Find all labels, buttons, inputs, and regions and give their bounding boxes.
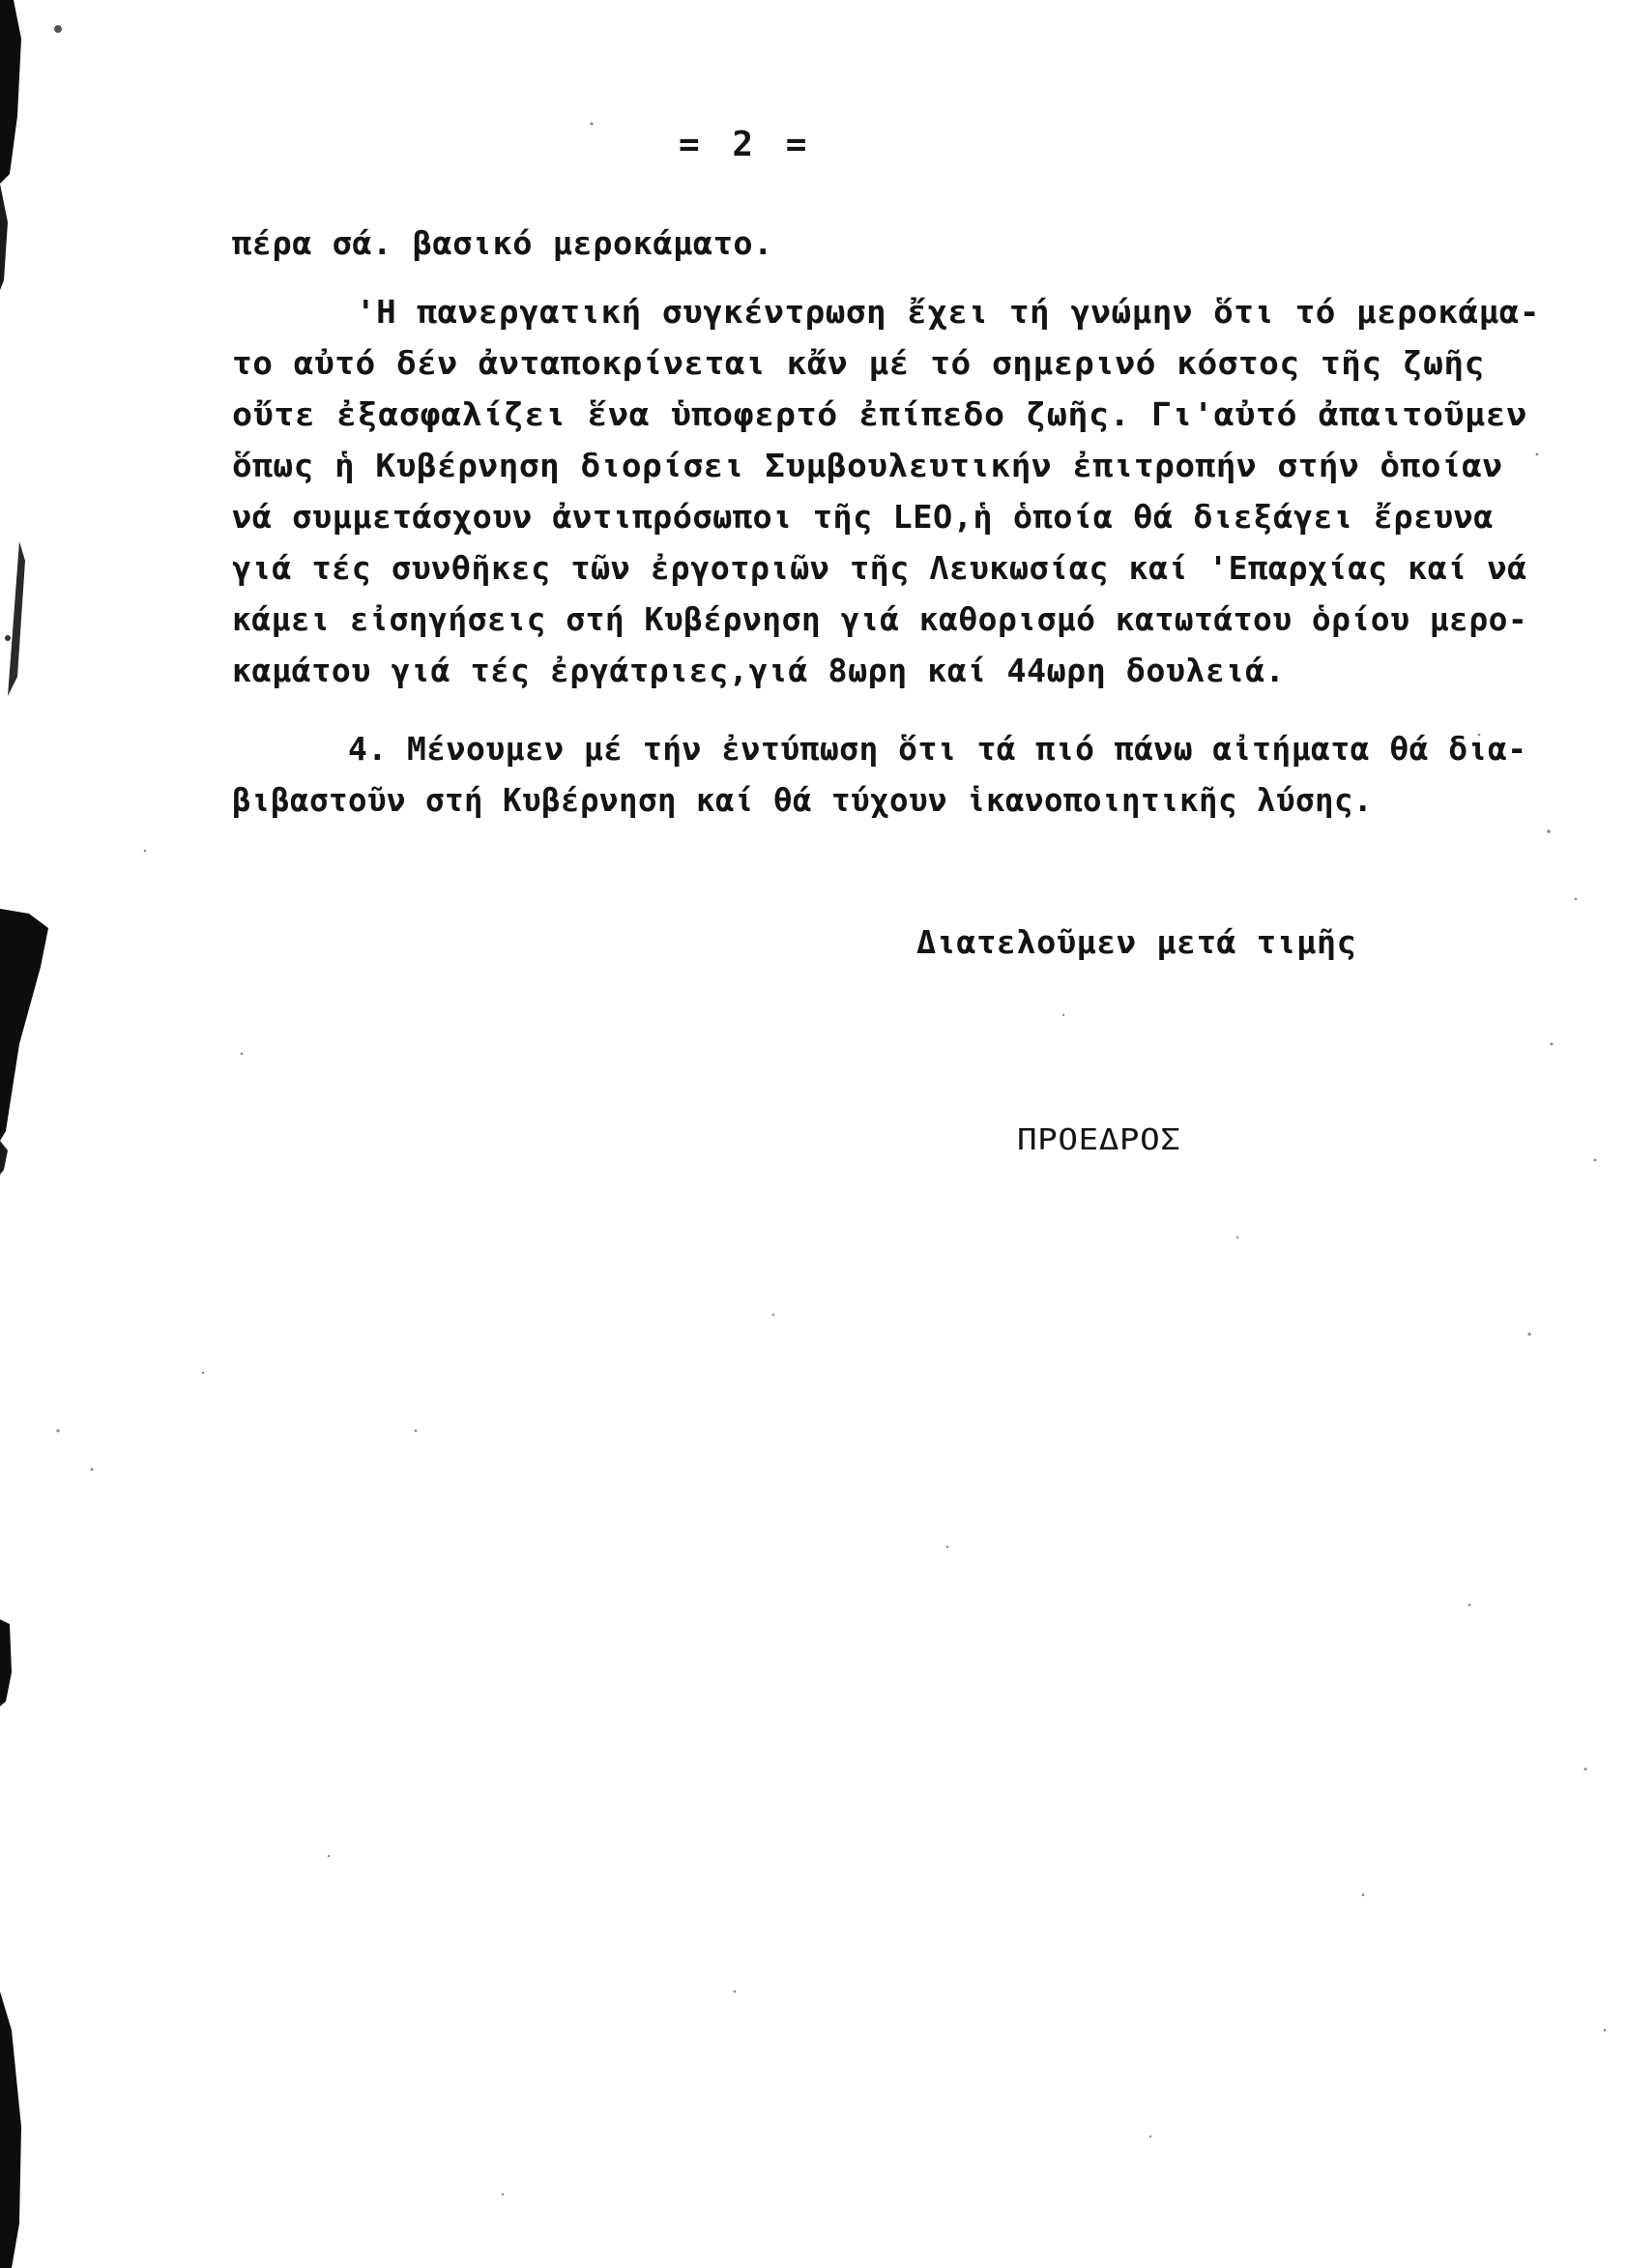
binding-mark-top xyxy=(0,0,21,184)
binding-mark-bottom xyxy=(0,1619,12,1706)
signature-title: ΠΡΟΕΔΡΟΣ xyxy=(1017,1123,1181,1157)
page-number: = 2 = xyxy=(679,125,813,164)
text-line-4: οὔτε ἐξασφαλίζει ἕνα ὑποφερτό ἐπίπεδο ζωῆς. Γι'αὐτό ἀπαιτοῦμεν xyxy=(232,395,1527,433)
text-line-1: πέρα σά. βασικό μεροκάματο. xyxy=(232,224,773,262)
dust-speckles xyxy=(56,122,1606,2195)
text-line-2: 'Η πανεργατική συγκέντρωση ἔχει τή γνώμην ὅτι τό μεροκάμα- xyxy=(356,293,1541,331)
binding-mark-hole xyxy=(0,909,48,1141)
text-line-9: καμάτου γιά τές ἐργάτριες,γιά 8ωρη καί 44ωρη δουλειά. xyxy=(232,652,1286,689)
text-line-6: νά συμμετάσχουν ἀντιπρόσωποι τῆς LEO,ἡ ὁποία θά διεξάγει ἔρευνα xyxy=(232,498,1494,536)
text-line-8: κάμει εἰσηγήσεις στή Κυβέρνηση γιά καθορισμό κατωτάτου ὁρίου μερο- xyxy=(232,600,1528,638)
text-line-7: γιά τές συνθῆκες τῶν ἐργοτριῶν τῆς Λευκωσίας καί 'Επαρχίας καί νά xyxy=(232,549,1527,587)
edge-smudge xyxy=(8,541,25,696)
binding-mark-upper xyxy=(0,184,8,290)
closing-salutation: Διατελοῦμεν μετά τιμῆς xyxy=(916,923,1357,961)
binding-mark-foot xyxy=(0,1992,21,2268)
text-line-5: ὅπως ἡ Κυβέρνηση διορίσει Συμβουλευτικήν ἐπιτροπήν στήν ὁποίαν xyxy=(232,447,1503,484)
text-line-11: βιβαστοῦν στή Κυβέρνηση καί θά τύχουν ἱκανοποιητικῆς λύσης. xyxy=(232,781,1374,819)
binding-mark-lower xyxy=(0,1141,8,1175)
text-line-10: 4. Μένουμεν μέ τήν ἐντύπωση ὅτι τά πιό πάνω αἰτήματα θά δια- xyxy=(348,730,1527,768)
text-line-3: το αὐτό δέν ἀνταποκρίνεται κἄν μέ τό σημερινό κόστος τῆς ζωῆς xyxy=(232,344,1485,382)
